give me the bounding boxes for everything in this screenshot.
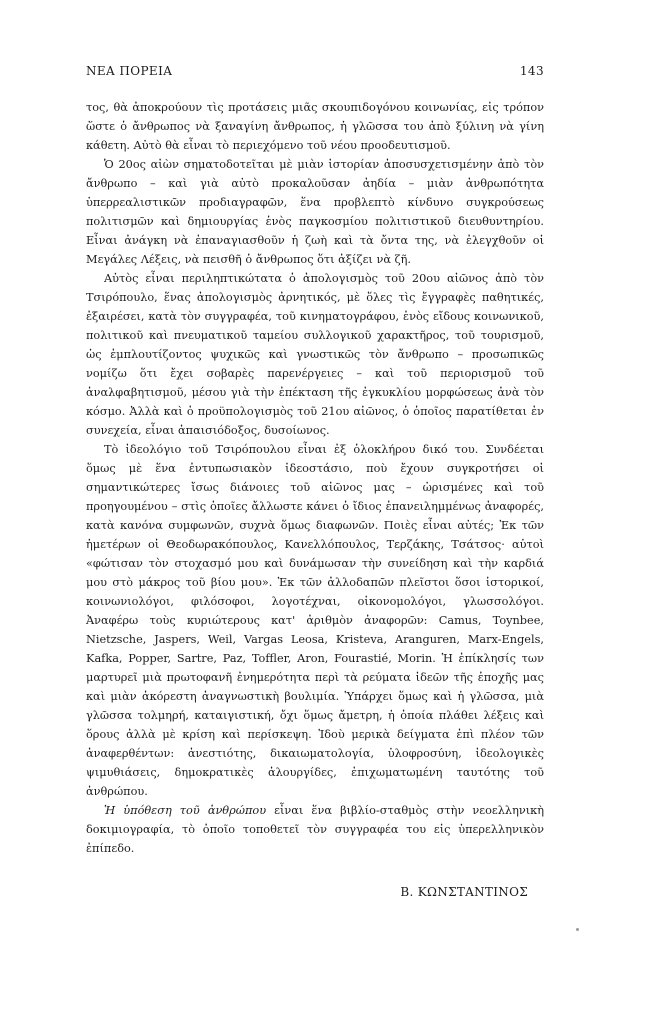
running-head <box>86 64 544 80</box>
page-number: 143 <box>519 64 544 78</box>
paragraph: Τὸ ἰδεολόγιο τοῦ Τσιρόπουλου εἶναι ἐξ ὁλοκλήρου δικό του. Συνδέεται ὅμως μὲ ἕνα ἐντυπωσιακὸν ἰδεοστάσιο, ποὺ ἔχουν συγκροτήσει οἱ σημαντικώτερες ἴσως διάνοιες τοῦ αἰῶνος μας – ὡρισμένες καὶ τοῦ προηγουμένου – στὶς ὁποῖες ἄλλωστε κάνει ὁ ἴδιος ἐπανειλημμένως ἀναφορές, κατὰ κανόνα συμφωνῶν, συχνὰ ὅμως διαφωνῶν. Ποιὲς εἶναι αὐτές; Ἐκ τῶν ἡμετέρων οἱ Θεοδωρακόπουλος, Κανελλόπουλος, Τερζάκης, Τσάτσος· αὐτοὶ «φώτισαν τὸν στοχασμό μου καὶ δυνάμωσαν τὴν συνείδηση καὶ τὴν καρδιά μου στὸ μάκρος τοῦ βίου μου». Ἐκ τῶν ἀλλοδαπῶν πλεῖστοι ὅσοι ἱστορικοί, κοινωνιολόγοι, φιλόσοφοι, λογοτέχναι, οἰκονομολόγοι, γλωσσολόγοι. Ἀναφέρω τοὺς κυριώτερους κατ' ἀριθμὸν ἀναφορῶν: Camus, Toynbee, Nietzsche, Jaspers, Weil, Vargas Leosa, Kristeva, Aranguren, Marx-Engels, Kafka, Popper, Sartre, Paz, Toffler, Aron, Fourastié, Morin. Ἡ ἐπίκλησίς των μαρτυρεῖ μιὰ πρωτοφανῆ ἐνημερότητα περὶ τὰ ρεύματα ἰδεῶν τῆς ἐποχῆς μας καὶ μιὰν ἀκόρεστη ἀναγνωστικὴ βουλιμία. Ὑπάρχει ὅμως καὶ ἡ γλῶσσα, μιὰ γλῶσσα τολμηρή, καταιγιστική, ὄχι ὅμως ἄμετρη, ἡ ὁποία πλάθει λέξεις καὶ ὅρους ἀλλὰ μὲ κρίση καὶ περίσκεψη. Ἰδοὺ μερικὰ δείγματα ἐπὶ πλέον τῶν ἀναφερθέντων: ἀνεστιότης, δικαιωματολογία, ὑλοφροσύνη, ἰδεολογικὲς ψιμυθιάσεις, δημοκρατικὲς ἀλουργίδες, ἐπιχωματωμένη ταυτότης τοῦ ἀνθρώπου. <box>86 443 544 798</box>
paragraph-continuation: τος, θὰ ἀποκρούουν τὶς προτάσεις μιᾶς σκουπιδογόνου κοινωνίας, εἰς τρόπον ὥστε ὁ ἄνθρωπος νὰ ξαναγίνη ἄνθρωπος, ἡ γλῶσσα του ἀπὸ ξύλινη νὰ γίνη κάθετη. Αὐτὸ θὰ εἶναι τὸ περιεχόμενο τοῦ νέου προοδευτισμοῦ. <box>86 101 544 152</box>
closing-text: εἶναι ἕνα βιβλίο-σταθμὸς στὴν νεοελληνικὴ δοκιμιογραφία, τὸ ὁποῖο τοποθετεῖ τὸν συγγραφέα του εἰς ὑπερελληνικὸν ἐπίπεδο. <box>86 804 544 855</box>
book-title: Ἡ ὑπόθεση τοῦ ἀνθρώπου <box>104 804 267 817</box>
paragraph: Ὁ 20ος αἰὼν σηματοδοτεῖται μὲ μιὰν ἱστορίαν ἀποσυσχετισμένην ἀπὸ τὸν ἄνθρωπο – καὶ γιὰ αὐτὸ προκαλοῦσαν ἀηδία – μιὰν ἀνθρωπότητα ὑπερρεαλιστικῶν προδιαγραφῶν, ἕνα προβλεπτὸ κίνδυνο συγκρούσεως πολιτισμῶν καὶ δημιουργίας ἑνὸς παγκοσμίου πολιτιστικοῦ διευθυντηρίου. Εἶναι ἀνάγκη νὰ ἐπαναγιασθοῦν ἡ ζωὴ καὶ τὰ ὄντα της, νὰ ἐλεγχθοῦν οἱ Μεγάλες Λέξεις, νὰ πεισθῆ ὁ ἄνθρωπος ὅτι ἀξίζει νὰ ζῆ. <box>86 158 544 266</box>
closing-paragraph <box>86 801 544 858</box>
paragraph: Αὐτὸς εἶναι περιληπτικώτατα ὁ ἀπολογισμὸς τοῦ 20ου αἰῶνος ἀπὸ τὸν Τσιρόπουλο, ἕνας ἀπολογισμὸς ἀρνητικός, μὲ ὅλες τὶς ἔγγραφὲς παθητικές, ἐξαιρέσει, κατὰ τὸν συγγραφέα, τοῦ κινηματογράφου, ἑνὸς εἴδους κοινωνικοῦ, πολιτικοῦ καὶ πνευματικοῦ ταμείου συλλογικοῦ χαρακτῆρος, τοῦ τουρισμοῦ, ὡς ἐμπλουτίζοντος ψυχικῶς καὶ γνωστικῶς τὸν ἄνθρωπο – προσωπικῶς νομίζω ὅτι ἔχει σοβαρὲς παρενέργειες – καὶ τοῦ περιορισμοῦ τοῦ ἀναλφαβητισμοῦ, μέσου γιὰ τὴν ἐπέκταση τῆς ἐγκυκλίου μορφώσεως ἀνὰ τὸν κόσμο. Ἀλλὰ καὶ ὁ προϋπολογισμὸς τοῦ 21ου αἰῶνος, ὁ ὁποῖος παρατίθεται ἐν συνεχεία, εἶναι ἀπαισιόδοξος, δυσοίωνος. <box>86 272 544 437</box>
article-body <box>86 98 544 858</box>
journal-title: ΝΕΑ ΠΟΡΕΙΑ <box>86 64 173 78</box>
author-signature: Β. ΚΩΝΣΤΑΝΤΙΝΟΣ <box>400 885 528 899</box>
print-speck <box>576 928 579 931</box>
